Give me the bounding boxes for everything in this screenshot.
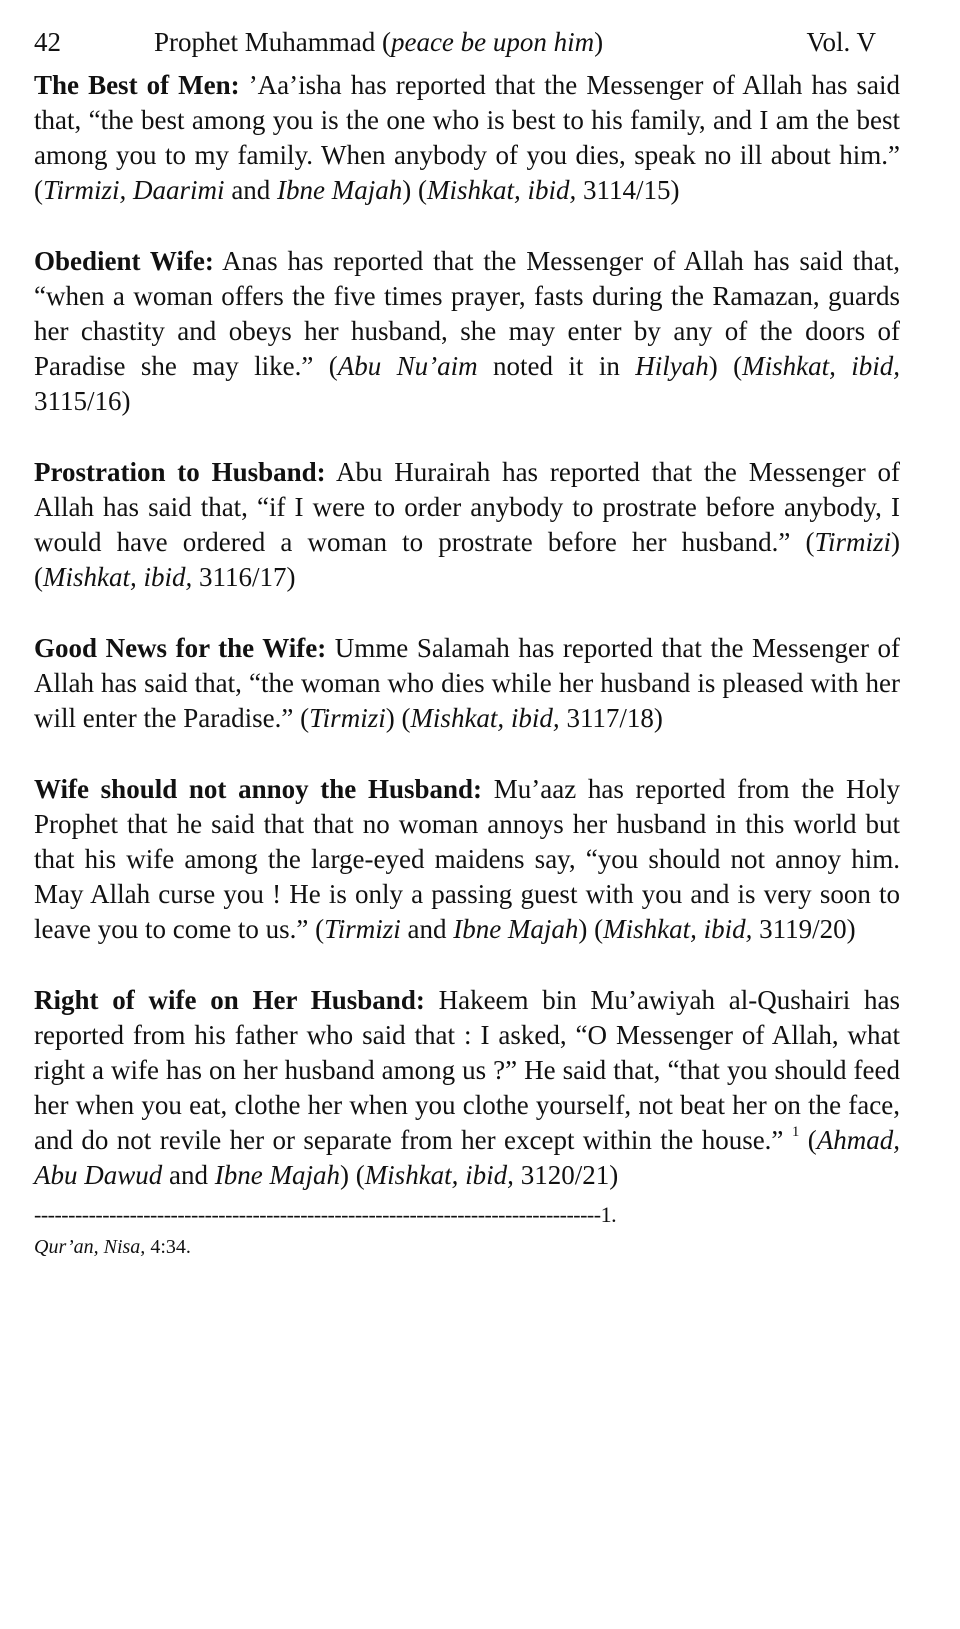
volume-label: Vol. V bbox=[806, 27, 876, 57]
entry-heading: Good News for the Wife: bbox=[34, 633, 327, 663]
entry-obedient-wife: Obedient Wife: Anas has reported that the Messenger of Allah has said that, “when a woman offers the five times prayer, fasts during the Ramazan, guards her chastity and obeys her husband, she may enter by any of the doors of Paradise she may like.” (Abu Nu’aim noted it in Hilyah) (Mishkat, ibid, 3115/16) bbox=[34, 246, 900, 416]
entry-not-annoy: Wife should not annoy the Husband: Mu’aaz has reported from the Holy Prophet that he said that that no woman annoys her husband in this world but that his wife among the large-eyed maidens say, “you should not annoy him. May Allah curse you ! He is only a passing guest with you and is very soon to leave you to come to us.” (Tirmizi and Ibne Majah) (Mishkat, ibid, 3119/20) bbox=[34, 774, 900, 944]
running-title: Prophet Muhammad (peace be upon him) bbox=[154, 27, 604, 57]
entry-heading: Prostration to Husband: bbox=[34, 457, 326, 487]
entry-heading: Wife should not annoy the Husband: bbox=[34, 774, 483, 804]
entry-heading: Obedient Wife: bbox=[34, 246, 214, 276]
running-header bbox=[34, 24, 900, 68]
footnote-text: Qur’an, Nisa, 4:34. bbox=[34, 1236, 191, 1258]
entry-best-of-men: The Best of Men: ’Aa’isha has reported that the Messenger of Allah has said that, “the best among you is the one who is best to his family, and I am the best among you to my family. When anybody of you dies, speak no ill about him.” (Tirmizi, Daarimi and Ibne Majah) (Mishkat, ibid, 3114/15) bbox=[34, 70, 901, 205]
footnote-marker: 1 bbox=[791, 1124, 800, 1140]
entry-heading: Right of wife on Her Husband: bbox=[34, 985, 425, 1015]
entry-good-news: Good News for the Wife: Umme Salamah has reported that the Messenger of Allah has said that, “the woman who dies while her husband is pleased with her will enter the Paradise.” (Tirmizi) (Mishkat, ibid, 3117/18) bbox=[34, 633, 901, 733]
footnote-rule: -----------------------------------------------------------------------------------1. bbox=[34, 1202, 617, 1227]
page-number: 42 bbox=[34, 27, 61, 57]
entry-prostration: Prostration to Husband: Abu Hurairah has reported that the Messenger of Allah has said that, “if I were to order anybody to prostrate before anybody, I would have ordered a woman to prostrate before her husband.” (Tirmizi) (Mishkat, ibid, 3116/17) bbox=[34, 457, 900, 592]
entry-right-of-wife: Right of wife on Her Husband: Hakeem bin Mu’awiyah al-Qushairi has reported from his father who said that : I asked, “O Messenger of Allah, what right a wife has on her husband among us ?” He said that, “that you should feed her when you eat, clothe her when you clothe yourself, not beat her on the face, and do not revile her or separate from her except within the house.” $^1$ (Ahmad, Abu Dawud and Ibne Majah) (Mishkat, ibid, 3120/21) bbox=[34, 985, 900, 1190]
book-page bbox=[34, 24, 900, 1261]
entry-heading: The Best of Men: bbox=[34, 70, 240, 100]
